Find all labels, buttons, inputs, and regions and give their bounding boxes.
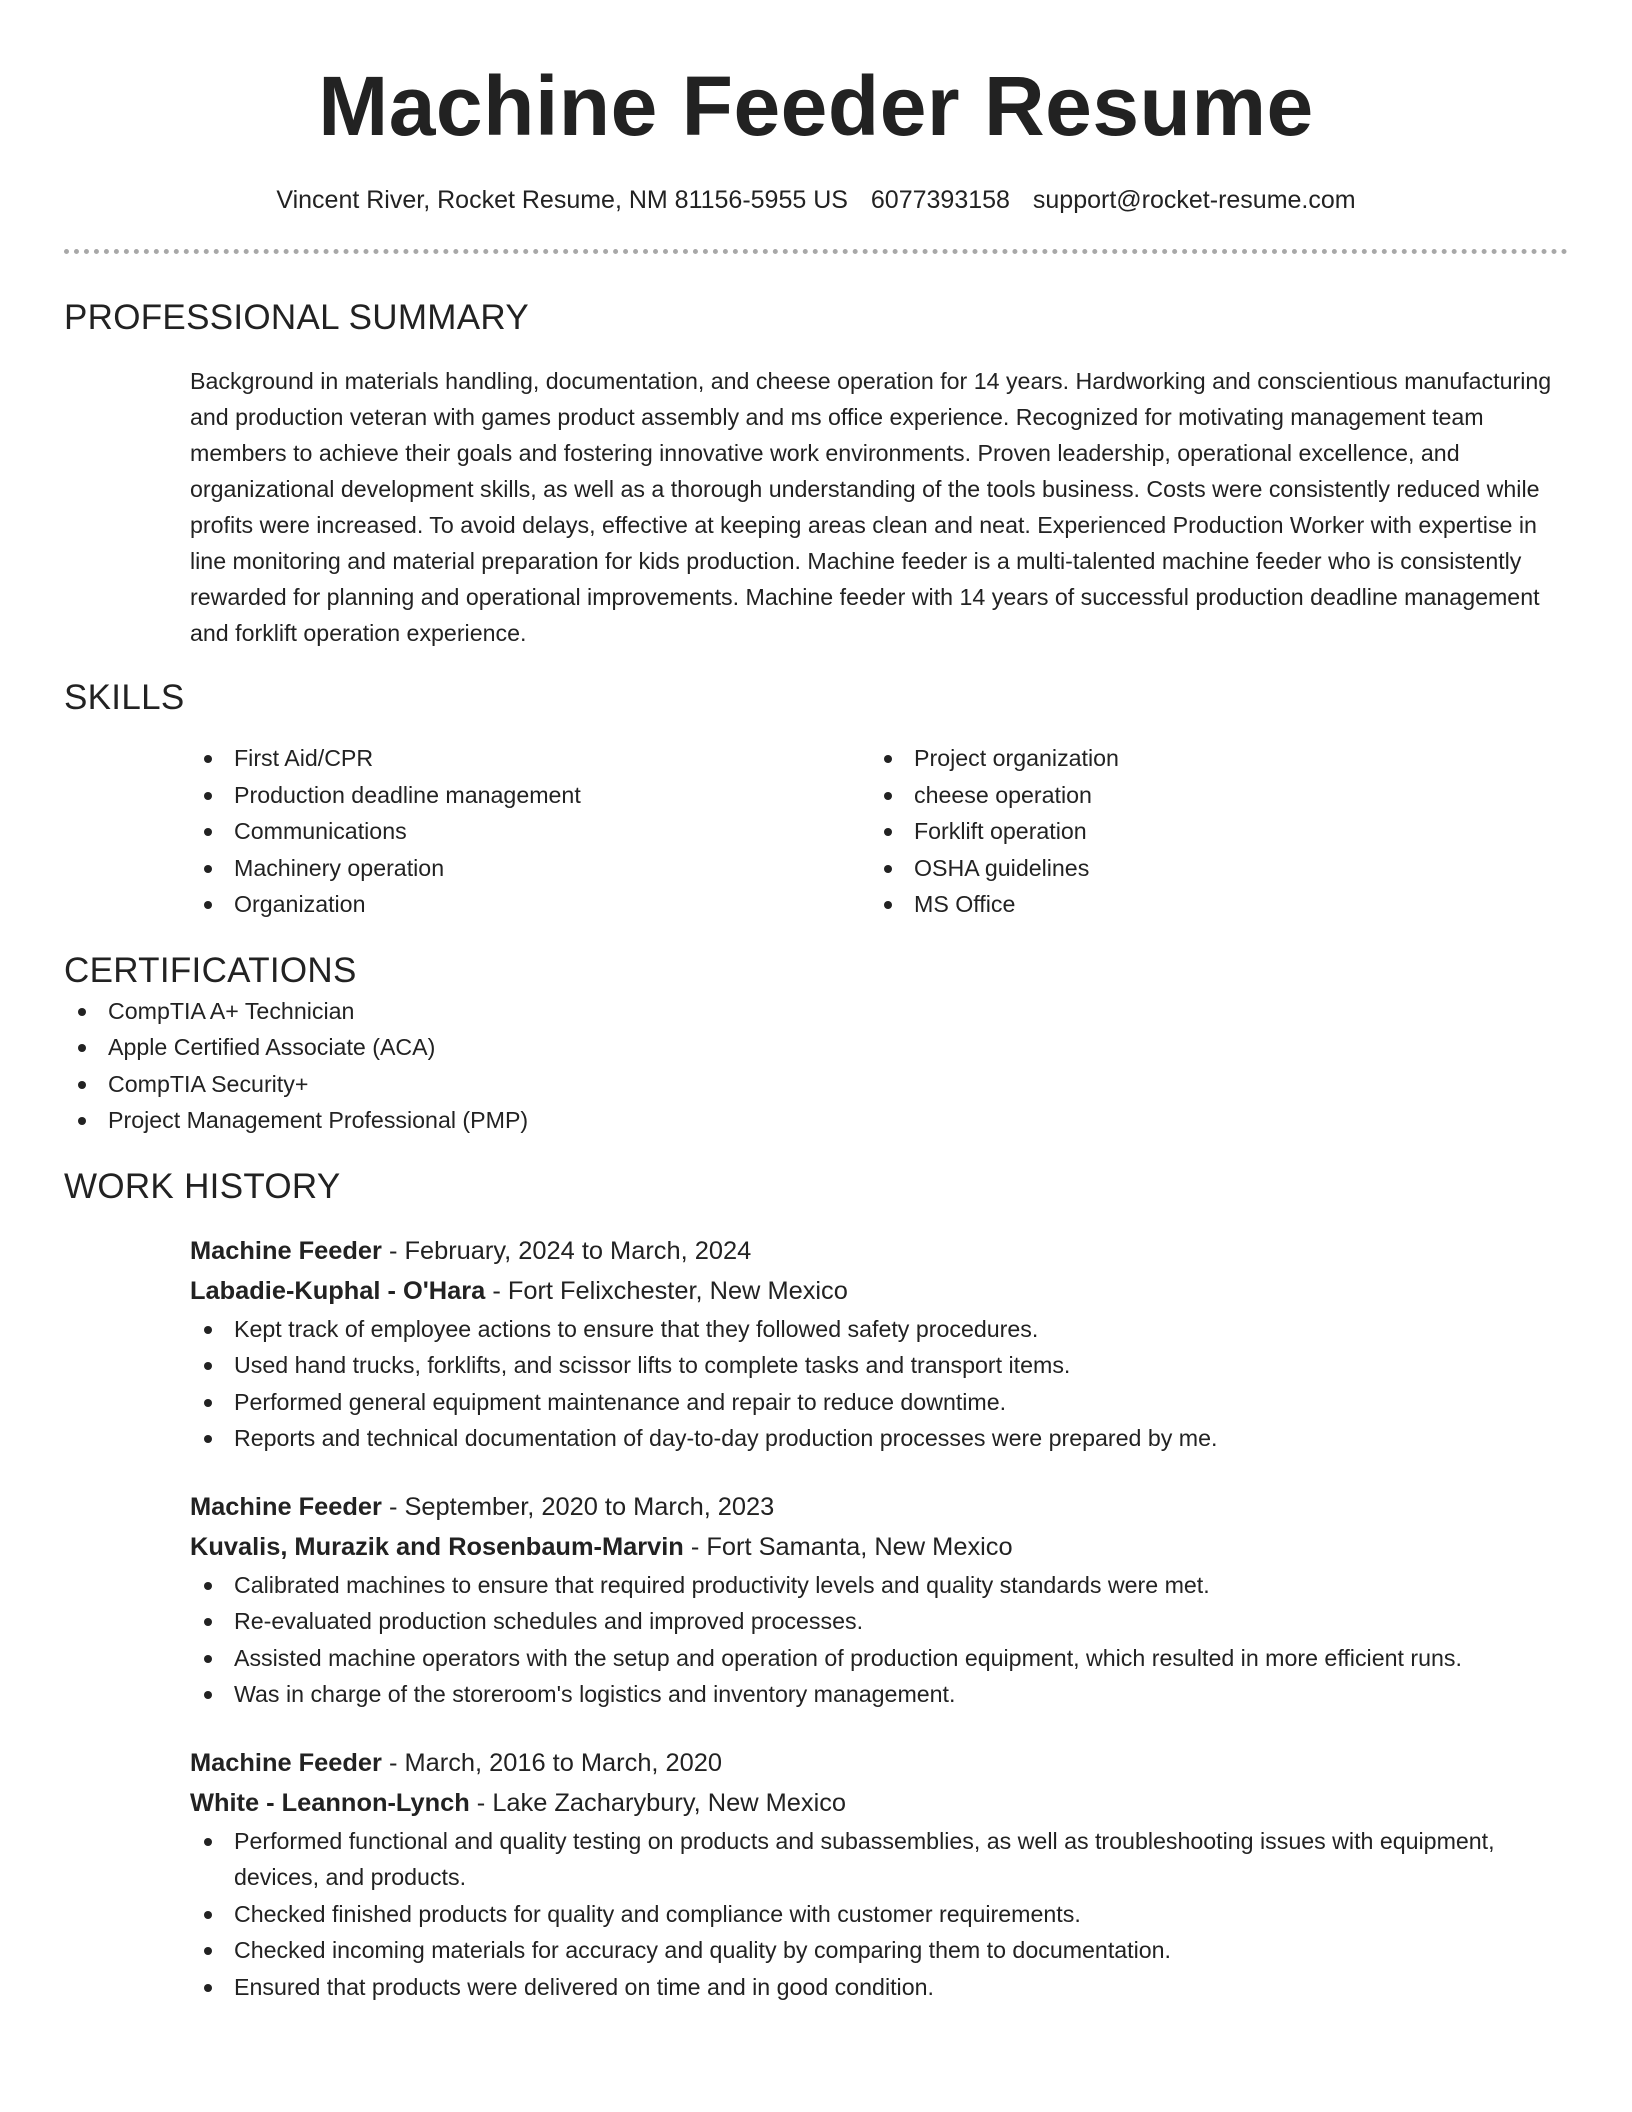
job-duty-item: Checked finished products for quality and compliance with customer requirements. bbox=[190, 1896, 1568, 1933]
certifications-list bbox=[64, 993, 1568, 1139]
job-title-line bbox=[190, 1487, 1568, 1527]
certifications-section bbox=[64, 949, 1568, 1139]
skill-item: Communications bbox=[190, 813, 870, 850]
job-title-line bbox=[190, 1743, 1568, 1783]
job-duty-item: Checked incoming materials for accuracy and quality by comparing them to documentation. bbox=[190, 1932, 1568, 1969]
job-title: Machine Feeder bbox=[190, 1748, 382, 1777]
summary-section bbox=[64, 296, 1568, 651]
job-duty-item: Was in charge of the storeroom's logistics and inventory management. bbox=[190, 1676, 1568, 1713]
skill-item: Project organization bbox=[870, 740, 1119, 777]
header-divider bbox=[64, 249, 1568, 254]
job-title-line bbox=[190, 1231, 1568, 1271]
skill-item: cheese operation bbox=[870, 777, 1119, 814]
job-duty-item: Kept track of employee actions to ensure that they followed safety procedures. bbox=[190, 1311, 1568, 1348]
skill-item: Organization bbox=[190, 886, 870, 923]
job-company: White - Leannon-Lynch bbox=[190, 1788, 470, 1817]
skill-item: Forklift operation bbox=[870, 813, 1119, 850]
certification-item: Apple Certified Associate (ACA) bbox=[64, 1029, 1568, 1066]
certifications-heading: CERTIFICATIONS bbox=[64, 950, 357, 990]
contact-email: support@rocket-resume.com bbox=[1032, 186, 1356, 214]
job-company-line bbox=[190, 1527, 1568, 1567]
skills-list-right bbox=[870, 740, 1119, 923]
job-company-line bbox=[190, 1783, 1568, 1823]
job-duties-list bbox=[190, 1823, 1568, 2006]
certification-item: CompTIA Security+ bbox=[64, 1066, 1568, 1103]
job-company: Kuvalis, Murazik and Rosenbaum-Marvin bbox=[190, 1532, 684, 1561]
skills-list-left bbox=[190, 740, 870, 923]
skill-item: Production deadline management bbox=[190, 777, 870, 814]
job-dates: - February, 2024 to March, 2024 bbox=[381, 1236, 752, 1265]
job-title: Machine Feeder bbox=[190, 1236, 382, 1265]
job-entry bbox=[190, 1487, 1568, 1713]
job-duty-item: Performed functional and quality testing on products and subassemblies, as well as troubleshooting issues with equipment, devices, and products. bbox=[190, 1823, 1568, 1896]
skills-section bbox=[64, 676, 1568, 923]
job-location: - Fort Felixchester, New Mexico bbox=[485, 1276, 848, 1305]
certification-item: CompTIA A+ Technician bbox=[64, 993, 1568, 1030]
job-duties-list bbox=[190, 1567, 1568, 1713]
contact-phone: 6077393158 bbox=[870, 186, 1010, 214]
job-company: Labadie-Kuphal - O'Hara bbox=[190, 1276, 486, 1305]
contact-line bbox=[64, 184, 1568, 216]
skill-item: First Aid/CPR bbox=[190, 740, 870, 777]
work-history-section bbox=[64, 1165, 1568, 2006]
summary-text: Background in materials handling, documentation, and cheese operation for 14 years. Hardworking and conscientious manufacturing and production veteran with games product assembly and ms office experience. Recognized for motivating management team members to achieve their goals and fostering innovative work environments. Proven leadership, operational excellence, and organizational development skills, as well as a thorough understanding of the tools business. Costs were consistently reduced while profits were increased. To avoid delays, effective at keeping areas clean and neat. Experienced Production Worker with expertise in line monitoring and material preparation for kids production. Machine feeder is a multi-talented machine feeder who is consistently rewarded for planning and operational improvements. Machine feeder with 14 years of successful production deadline management and forklift operation experience. bbox=[190, 368, 1552, 646]
job-dates: - September, 2020 to March, 2023 bbox=[381, 1492, 775, 1521]
certification-item: Project Management Professional (PMP) bbox=[64, 1102, 1568, 1139]
job-duty-item: Used hand trucks, forklifts, and scissor lifts to complete tasks and transport items. bbox=[190, 1347, 1568, 1384]
job-duties-list bbox=[190, 1311, 1568, 1457]
skill-item: Machinery operation bbox=[190, 850, 870, 887]
job-entry bbox=[190, 1743, 1568, 2006]
job-duty-item: Ensured that products were delivered on time and in good condition. bbox=[190, 1969, 1568, 2006]
page-title: Machine Feeder Resume bbox=[318, 59, 1314, 153]
job-duty-item: Performed general equipment maintenance and repair to reduce downtime. bbox=[190, 1384, 1568, 1421]
contact-address: Vincent River, Rocket Resume, NM 81156-5955 US bbox=[276, 186, 848, 214]
job-title: Machine Feeder bbox=[190, 1492, 382, 1521]
job-duty-item: Re-evaluated production schedules and improved processes. bbox=[190, 1603, 1568, 1640]
job-duty-item: Reports and technical documentation of day-to-day production processes were prepared by me. bbox=[190, 1420, 1568, 1457]
summary-heading: PROFESSIONAL SUMMARY bbox=[64, 298, 529, 337]
job-duty-item: Assisted machine operators with the setup and operation of production equipment, which resulted in more efficient runs. bbox=[190, 1640, 1568, 1677]
resume-page bbox=[64, 0, 1568, 2005]
job-entry bbox=[190, 1231, 1568, 1457]
skill-item: OSHA guidelines bbox=[870, 850, 1119, 887]
skills-columns bbox=[190, 740, 1568, 923]
skill-item: MS Office bbox=[870, 886, 1119, 923]
job-company-line bbox=[190, 1271, 1568, 1311]
job-dates: - March, 2016 to March, 2020 bbox=[381, 1748, 723, 1777]
skills-heading: SKILLS bbox=[64, 678, 185, 717]
job-location: - Lake Zacharybury, New Mexico bbox=[469, 1788, 847, 1817]
work-history-heading: WORK HISTORY bbox=[64, 1166, 341, 1206]
job-location: - Fort Samanta, New Mexico bbox=[683, 1532, 1013, 1561]
job-duty-item: Calibrated machines to ensure that required productivity levels and quality standards were met. bbox=[190, 1567, 1568, 1604]
